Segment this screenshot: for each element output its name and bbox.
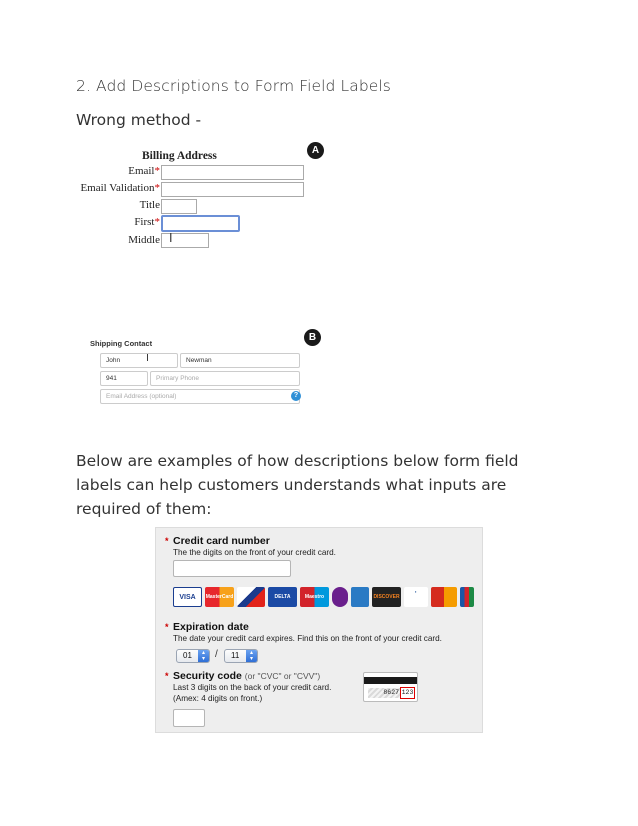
security-code-description-2: (Amex: 4 digits on front.) xyxy=(173,694,263,703)
middle-name-label: Middle xyxy=(128,234,160,246)
electron-logo-icon xyxy=(351,587,369,607)
phone-prefix-input[interactable]: 941 xyxy=(100,371,148,386)
delta-logo-icon: DELTA xyxy=(268,587,297,607)
email-validation-label: Email Validation* xyxy=(80,182,160,194)
eurocard-logo-icon xyxy=(431,587,457,607)
explanation-paragraph: Below are examples of how descriptions below form field labels can help customers understands what inputs are required of them: xyxy=(76,452,519,518)
diners-club-logo-icon: ◐ xyxy=(404,587,428,607)
badge-b-icon: B xyxy=(304,329,321,346)
text-cursor-icon: I xyxy=(169,231,173,245)
required-marker: * xyxy=(165,536,169,546)
first-name-field[interactable] xyxy=(161,215,240,232)
updown-arrows-icon: ▴ ▾ xyxy=(198,650,209,662)
maestro-logo-icon: Maestro xyxy=(300,587,329,607)
amex-logo-icon xyxy=(237,587,265,607)
visa-logo-icon: VISA xyxy=(173,587,202,607)
signature-panel: 8627 xyxy=(368,688,400,698)
expiration-label: Expiration date xyxy=(173,621,249,633)
card-number-description: The the digits on the front of your credit card. xyxy=(173,548,336,557)
last-name-input[interactable]: Newman xyxy=(180,353,300,368)
billing-title: Billing Address xyxy=(142,150,217,162)
date-separator: / xyxy=(215,649,218,660)
help-icon[interactable]: ? xyxy=(291,391,301,401)
text-cursor-icon: I xyxy=(146,353,149,364)
expiration-description: The date your credit card expires. Find this on the front of your credit card. xyxy=(173,634,442,643)
shipping-title: Shipping Contact xyxy=(90,339,153,348)
shipping-contact-form xyxy=(90,336,320,408)
discover-logo-icon: DISCOVER xyxy=(372,587,401,607)
solo-logo-icon xyxy=(332,587,348,607)
email-field[interactable] xyxy=(161,165,304,180)
email-validation-field[interactable] xyxy=(161,182,304,197)
card-number-input[interactable] xyxy=(173,560,291,577)
month-value: 01 xyxy=(183,651,192,660)
primary-phone-input[interactable]: Primary Phone xyxy=(150,371,300,386)
card-number-label: Credit card number xyxy=(173,535,270,547)
security-code-input[interactable] xyxy=(173,709,205,727)
year-value: 11 xyxy=(231,651,240,660)
expiration-month-select[interactable] xyxy=(176,649,210,663)
card-logos xyxy=(173,587,474,607)
cvv-highlight: 123 xyxy=(400,687,415,699)
wrong-method-label: Wrong method - xyxy=(76,111,202,129)
security-code-label: Security code (or "CVC" or "CVV") xyxy=(173,670,321,682)
email-label: Email* xyxy=(128,165,160,177)
section-heading: 2. Add Descriptions to Form Field Labels xyxy=(76,77,391,95)
required-marker: * xyxy=(165,671,169,681)
title-field[interactable] xyxy=(161,199,197,214)
title-label: Title xyxy=(139,199,160,211)
magnetic-strip xyxy=(364,677,417,684)
credit-card-form xyxy=(155,527,483,733)
card-back-icon xyxy=(363,672,418,702)
jcb-logo-icon xyxy=(460,587,474,607)
badge-a-icon: A xyxy=(307,142,324,159)
expiration-year-select[interactable] xyxy=(224,649,258,663)
first-name-input[interactable]: John xyxy=(100,353,178,368)
email-optional-input[interactable]: Email Address (optional) xyxy=(100,389,300,404)
security-code-description-1: Last 3 digits on the back of your credit card. xyxy=(173,683,332,692)
mastercard-logo-icon: MasterCard xyxy=(205,587,234,607)
updown-arrows-icon: ▴ ▾ xyxy=(246,650,257,662)
first-name-label: First* xyxy=(134,216,160,228)
required-marker: * xyxy=(165,622,169,632)
billing-address-form xyxy=(80,140,340,260)
